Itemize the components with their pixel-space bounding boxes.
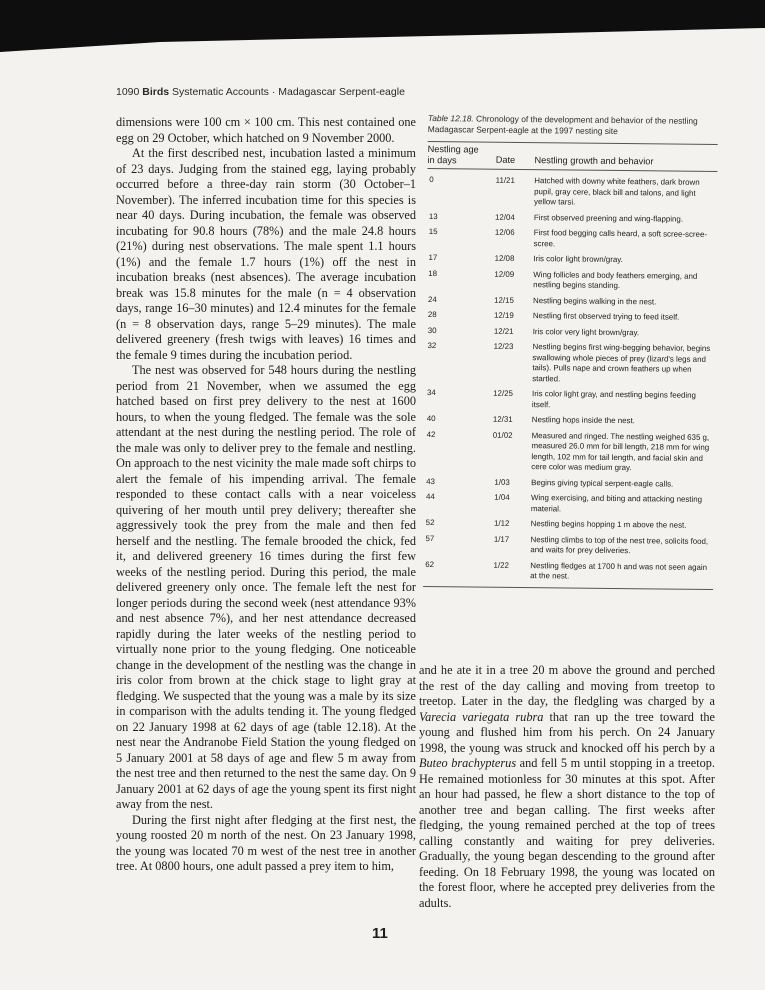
chronology-table xyxy=(423,113,718,590)
cell-date: 1/03 xyxy=(494,477,510,487)
cell-behavior: Nestling begins hopping 1 m above the nest. xyxy=(530,519,687,530)
cell-date: 12/25 xyxy=(493,388,513,398)
paragraph: dimensions were 100 cm × 100 cm. This nest contained one egg on 29 October, which hatched on 9 November 2000. xyxy=(116,115,416,145)
right-column xyxy=(419,663,715,911)
cell-date: 12/19 xyxy=(493,310,514,320)
cell-age: 57 xyxy=(425,533,435,543)
table-row xyxy=(426,325,716,339)
cell-date: 12/15 xyxy=(494,295,514,305)
species-name: Varecia variegata rubra xyxy=(419,709,544,724)
text-run: and he ate it in a tree 20 m above the ground and perched the rest of the day calling and moving from treetop to treetop. Later in the day, the fledgling was charged by a xyxy=(419,663,715,708)
section-title: Birds xyxy=(142,86,170,98)
paragraph: During the first night after fledging at the first nest, the young roosted 20 m north of the nest. On 23 January 1998, the young was located 70 m west of the nest tree in another tree. At 0800 hours, one adult passed a prey item to him, xyxy=(116,812,416,873)
paragraph: At the first described nest, incubation lasted a minimum of 23 days. Judging from the stained egg, laying probably occurred before a three-day rain storm (30 October–1 November). The inferred incubation time for this species is near 40 days. During incubation, the female was observed incubating for 90.8 hours (78%) and the male 24.8 hours (21%) during nest observations. The male spent 1.1 hours (1%) and the female 1.7 hours (1%) off the nest in incubation breaks (nest absences). The average incubation break was 15.8 minutes for the male (n = 4 observation days, range 16–30 minutes) and 12.4 minutes for the female (n = 8 observation days, range 5–29 minutes). The male delivered greenery (fresh twigs with leaves) 16 times and the female 9 times during the incubation period. xyxy=(116,146,416,362)
cell-date: 12/23 xyxy=(493,341,514,351)
cell-behavior: Wing exercising, and biting and attacking nesting material. xyxy=(530,493,703,513)
cell-date: 12/21 xyxy=(493,326,514,336)
table-row xyxy=(424,476,714,490)
table-caption xyxy=(428,113,718,138)
cell-age: 42 xyxy=(426,429,436,439)
table-body xyxy=(423,175,717,584)
table-row xyxy=(426,294,716,308)
cell-date: 1/17 xyxy=(493,534,510,544)
table-row xyxy=(425,388,715,412)
table-row xyxy=(424,518,714,532)
paragraph: The nest was observed for 548 hours during the nestling period from 21 November, when we assumed the egg hatched based on first prey delivery to the nest at 1600 hours, to when the young fledged. The female was the sole attendant at the nest during the nestling period. The role of the male was only to deliver prey to the female and nestling. On approach to the nest vicinity the male made soft chirps to alert the female of his impending arrival. The female responded to these contact calls with a near voiceless quivering of her mouth until prey delivery; thereafter she aggressively took the prey from the male and then fed herself and the nestling. The female brooded the chick, fed it, and delivered greenery 16 times during the first few weeks of the nestling period. During this period, the male delivered greenery only once. The female left the nest for longer periods during the second week (nest attendance 93% and nest absence 7%), and her nest attendance decreased rapidly during the later weeks of the nestling period to virtually none prior to the young fledging. One noticeable change in the development of the nestling was the change in iris color from brown at the chick stage to light gray at fledging. We suspected that the young was a male by its size in comparison with the adults tending it. The young fledged on 22 January 1998 at 62 days of age (table 12.18). At the nest near the Andranobe Field Station the young fledged on 5 January 2001 at 58 days of age and flew 5 m away from the nest tree and then returned to the nest the same day. On 9 January 2001 at 62 days of age the young spent its first night away from the nest. xyxy=(116,363,416,811)
table-row xyxy=(427,175,717,210)
table-row xyxy=(424,492,714,516)
cell-behavior: Begins giving typical serpent-eagle calls. xyxy=(531,477,674,489)
cell-behavior: Measured and ringed. The nestling weighed 635 g, measured 26.0 mm for bill length, 218 mm for wing length, 102 mm for tail length, and facial skin and cere color was medium gray. xyxy=(531,430,710,473)
table-row xyxy=(426,253,716,267)
table-row xyxy=(426,310,716,324)
page-footer-number: 11 xyxy=(372,925,388,942)
cell-behavior: Nestling begins walking in the nest. xyxy=(532,295,657,306)
cell-behavior: First observed preening and wing-flapping. xyxy=(533,212,684,224)
cell-age: 40 xyxy=(426,414,436,424)
cell-date: 12/09 xyxy=(494,269,515,279)
table-row xyxy=(427,211,717,225)
scan-shadow xyxy=(0,0,765,62)
cell-age: 0 xyxy=(429,175,434,185)
cell-behavior: First food begging calls heard, a soft scree-scree-scree. xyxy=(533,228,708,248)
paragraph xyxy=(419,663,715,911)
table-caption-text: Chronology of the development and behavior of the nestling Madagascar Serpent-eagle at the 1997 nesting site xyxy=(427,113,698,136)
header-behavior: Nestling growth and behavior xyxy=(534,155,654,167)
text-run: that ran up the tree toward the young and flushed him from his perch. On 24 January 1998, the young was struck and knocked off his perch by a xyxy=(419,709,715,755)
cell-age: 15 xyxy=(428,227,438,237)
cell-date: 11/21 xyxy=(495,175,515,185)
cell-age: 30 xyxy=(427,325,437,335)
cell-age: 34 xyxy=(427,388,436,398)
cell-date: 12/06 xyxy=(494,227,515,237)
cell-behavior: Hatched with downy white feathers, dark brown pupil, gray cere, black bill and talons, and light yellow tarsi. xyxy=(534,176,700,207)
running-header xyxy=(116,86,405,98)
cell-behavior: Nestling first observed trying to feed itself. xyxy=(532,311,680,322)
cell-behavior: Nestling hops inside the nest. xyxy=(531,415,635,426)
cell-behavior: Nestling climbs to top of the nest tree, solicits food, and waits for prey deliveries. xyxy=(530,534,709,556)
table-bottom-rule xyxy=(423,585,713,589)
cell-age: 62 xyxy=(425,559,435,569)
cell-behavior: Iris color very light brown/gray. xyxy=(532,326,640,337)
cell-age: 44 xyxy=(425,492,435,502)
table-caption-label: Table 12.18. xyxy=(427,113,474,124)
cell-age: 17 xyxy=(428,253,438,263)
cell-behavior: Iris color light gray, and nestling begins feeding itself. xyxy=(531,389,697,409)
cell-date: 12/08 xyxy=(494,253,515,263)
cell-date: 1/22 xyxy=(493,560,509,570)
cell-behavior: Nestling begins first wing-begging behavior, begins swallowing whole pieces of prey (lizard's legs and tails). Pulls nape and crown feathers up when startled. xyxy=(532,342,711,383)
cell-age: 13 xyxy=(428,211,438,221)
cell-age: 18 xyxy=(428,268,438,278)
cell-date: 1/04 xyxy=(494,492,510,502)
cell-age: 52 xyxy=(425,517,435,528)
table-row xyxy=(425,414,715,428)
cell-behavior: Nestling fledges at 1700 h and was not seen again at the nest. xyxy=(530,560,708,581)
header-age: Nestling age in days xyxy=(427,143,479,165)
table-row xyxy=(424,429,714,474)
cell-age: 32 xyxy=(427,341,437,351)
page-number: 1090 xyxy=(116,86,140,98)
header-date: Date xyxy=(495,154,516,165)
table-row xyxy=(423,559,713,583)
cell-date: 12/04 xyxy=(494,212,515,222)
table-row xyxy=(423,533,713,557)
cell-date: 12/31 xyxy=(492,414,513,424)
cell-age: 43 xyxy=(426,476,435,486)
table-row xyxy=(426,268,716,292)
left-column xyxy=(116,115,416,875)
cell-date: 01/02 xyxy=(492,430,513,440)
text-run: and fell 5 m until stopping in a treetop. He remained motionless for 30 minutes at this spot. After an hour had passed, he flew a short distance to the top of another tree and began calling. The first weeks after fledging, the young remained perched at the top of trees calling constantly and waiting for prey deliveries. Gradually, the young began descending to the ground after feeding. On 18 February 1998, the young was located on the forest floor, where he accepted prey deliveries from the adults. xyxy=(419,756,715,910)
species-name: Buteo brachypterus xyxy=(419,756,517,770)
cell-age: 28 xyxy=(427,310,437,320)
cell-behavior: Iris color light brown/gray. xyxy=(533,254,623,265)
cell-behavior: Wing follicles and body feathers emerging, and nestling begins standing. xyxy=(533,269,698,291)
table-header-row xyxy=(427,142,717,171)
running-subtitle: Systematic Accounts · Madagascar Serpent-eagle xyxy=(172,86,405,98)
table-row xyxy=(425,341,715,386)
cell-date: 1/12 xyxy=(493,518,510,528)
table-row xyxy=(427,227,717,251)
cell-age: 24 xyxy=(428,294,437,304)
